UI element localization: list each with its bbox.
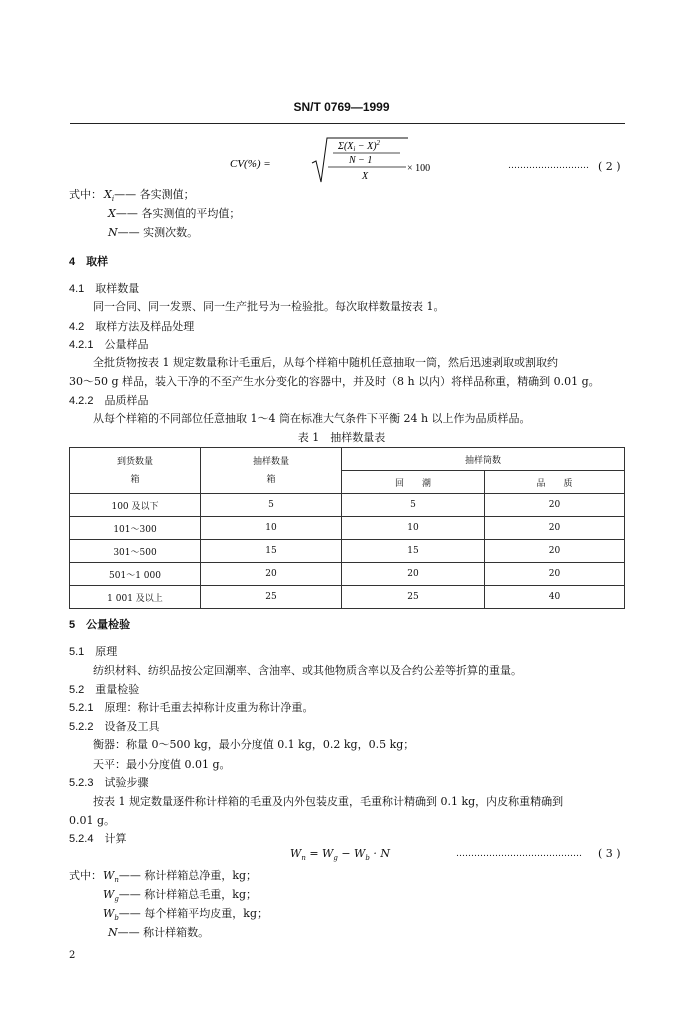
section-5-2-2-title: 5.2.2 设备及工具 <box>69 721 160 733</box>
section-4-2-1-title: 4.2.1 公量样品 <box>69 339 149 351</box>
standard-number-header: SN/T 0769—1999 <box>293 100 390 114</box>
formula-cv-inner-den: N − 1 <box>349 155 373 166</box>
section-5-2-2-text-2: 天平：最小分度值 0.01 g。 <box>93 758 231 771</box>
where-prefix: 式中： <box>69 869 102 882</box>
where-item: $W_n——$ 称计样箱总净重，kg； <box>103 869 258 885</box>
section-4-1-title: 4.1 取样数量 <box>69 283 140 295</box>
table-header-quality: 品 质 <box>485 471 625 494</box>
where-item: X—— 各实测值的平均值； <box>108 207 241 220</box>
formula-cv-multiplier: × 100 <box>407 163 431 174</box>
table-row: 501～1 000 20 20 20 <box>70 563 625 586</box>
section-4-2-1-text-1: 全批货物按表 1 规定数量称计毛重后，从每个样箱中随机任意抽取一筒，然后迅速剥取或割取约 <box>93 356 558 369</box>
section-5-2-4-title: 5.2.4 计算 <box>69 833 127 845</box>
sampling-table <box>69 447 625 609</box>
table-header-sample: 抽样数量 箱 <box>201 448 342 494</box>
section-5-2-title: 5.2 重量检验 <box>69 684 140 696</box>
where-item: $W_g——$ 称计样箱总毛重，kg； <box>103 888 257 904</box>
table-row: 1 001 及以上 25 25 40 <box>70 586 625 609</box>
svg-text:Σ(Xi − X)2 <box>337 139 381 153</box>
section-4-2-2-title: 4.2.2 品质样品 <box>69 395 149 407</box>
section-4-1-text: 同一合同、同一发票、同一生产批号为一检验批。每次取样数量按表 1。 <box>93 300 445 313</box>
where-prefix: 式中： <box>69 188 102 201</box>
table-1-caption: 表 1 抽样数量表 <box>297 431 386 444</box>
formula-cv-num-sum: Σ(X <box>338 141 354 152</box>
where-item: $W_b——$ 每个样箱平均皮重，kg； <box>103 907 268 923</box>
section-4-2-title: 4.2 取样方法及样品处理 <box>69 321 195 333</box>
where-item: N—— 实测次数。 <box>108 226 199 239</box>
formula-cv-leader: ……………………… <box>508 161 589 171</box>
formula-cv-number: ( 2 ) <box>598 160 621 173</box>
page-number: 2 <box>69 950 76 961</box>
table-header-arrival: 到货数量 箱 <box>70 448 201 494</box>
formula-weight: $W_n = W_g - W_b \cdot N$ <box>290 847 390 863</box>
formula-cv-num-sub: i <box>353 145 356 153</box>
where-item: N—— 称计样箱数。 <box>108 926 210 939</box>
table-row: 301～500 15 15 20 <box>70 540 625 563</box>
formula-cv-outer-den: X <box>362 171 369 182</box>
formula-cv-lhs: CV(%) = <box>230 158 271 170</box>
section-5-2-3-title: 5.2.3 试验步骤 <box>69 777 149 789</box>
section-5-2-2-text-1: 衡器：称量 0～500 kg，最小分度值 0.1 kg，0.2 kg，0.5 kg； <box>93 738 415 751</box>
formula-cv <box>230 132 450 188</box>
formula-cv-svg <box>230 132 450 188</box>
formula-cv-num-rest: − X) <box>355 141 377 152</box>
section-5-2-3-text-2: 0.01 g。 <box>69 814 116 827</box>
section-4-2-2-text: 从每个样箱的不同部位任意抽取 1～4 筒在标准大气条件下平衡 24 h 以上作为品质样品。 <box>93 412 531 425</box>
table-row: 101～300 10 10 20 <box>70 517 625 540</box>
table-header-moisture: 回 潮 <box>342 471 485 494</box>
section-5-2-3-text-1: 按表 1 规定数量逐件称计样箱的毛重及内外包装皮重，毛重称计精确到 0.1 kg，内皮称重精确到 <box>93 795 564 808</box>
table-header-tubes: 抽样筒数 <box>342 448 625 471</box>
section-4-title: 4 取样 <box>69 256 109 268</box>
section-4-2-1-text-2: 30～50 g 样品，装入干净的不至产生水分变化的容器中，并及时（8 h 以内）将样品称重，精确到 0.01 g。 <box>69 375 600 388</box>
table-row: 100 及以下 5 5 20 <box>70 494 625 517</box>
section-5-1-title: 5.1 原理 <box>69 646 118 658</box>
formula-cv-num-exp: 2 <box>376 139 381 147</box>
formula-weight-number: ( 3 ) <box>598 847 621 860</box>
header-rule <box>70 123 625 124</box>
section-5-2-1: 5.2.1 原理：称计毛重去掉称计皮重为称计净重。 <box>69 702 314 714</box>
section-5-title: 5 公量检验 <box>69 619 131 631</box>
section-5-1-text: 纺织材料、纺织品按公定回潮率、含油率、或其他物质含率以及合约公差等折算的重量。 <box>93 664 522 677</box>
formula-weight-leader: …………………………………… <box>456 849 582 859</box>
where-item: $X_i——$ 各实测值； <box>104 188 195 204</box>
